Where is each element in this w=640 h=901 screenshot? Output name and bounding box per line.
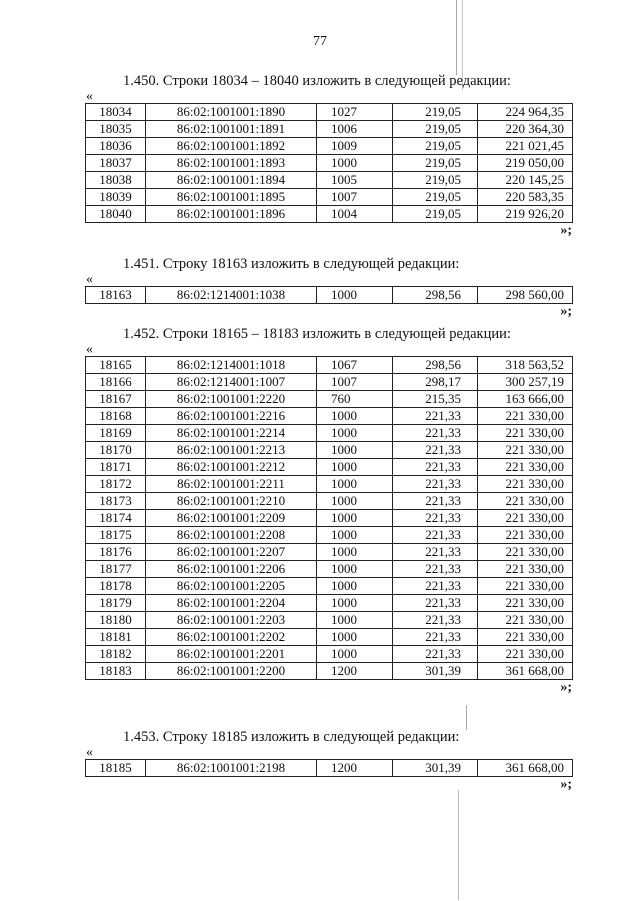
cadastral-number: 86:02:1214001:1007: [146, 374, 317, 391]
cadastral-number: 86:02:1001001:2207: [146, 544, 317, 561]
cost-value: 221 330,00: [478, 408, 573, 425]
area-value: 1009: [317, 138, 393, 155]
cadastral-number: 86:02:1001001:1896: [146, 206, 317, 223]
amendment-section: [85, 255, 572, 320]
rate-value: 221,33: [393, 459, 478, 476]
rate-value: 221,33: [393, 510, 478, 527]
table-row: [86, 476, 573, 493]
area-value: 1000: [317, 646, 393, 663]
cadastral-number: 86:02:1001001:2206: [146, 561, 317, 578]
rate-value: 215,35: [393, 391, 478, 408]
table-row: [86, 172, 573, 189]
rate-value: 221,33: [393, 612, 478, 629]
table-row: [86, 189, 573, 206]
cost-value: 300 257,19: [478, 374, 573, 391]
area-value: 1000: [317, 561, 393, 578]
cadastral-number: 86:02:1001001:2214: [146, 425, 317, 442]
row-number: 18035: [86, 121, 146, 138]
rate-value: 298,56: [393, 357, 478, 374]
cost-value: 221 021,45: [478, 138, 573, 155]
cadastral-number: 86:02:1001001:2211: [146, 476, 317, 493]
row-number: 18036: [86, 138, 146, 155]
table-row: [86, 493, 573, 510]
cost-value: 219 926,20: [478, 206, 573, 223]
cost-value: 221 330,00: [478, 629, 573, 646]
row-number: 18167: [86, 391, 146, 408]
cadastral-number: 86:02:1001001:1893: [146, 155, 317, 172]
amendment-table: [85, 103, 573, 223]
rate-value: 221,33: [393, 442, 478, 459]
section-heading: 1.450. Строки 18034 – 18040 изложить в следующей редакции:: [123, 73, 511, 89]
cost-value: 224 964,35: [478, 104, 573, 121]
closing-quote: »;: [560, 223, 572, 238]
rate-value: 221,33: [393, 425, 478, 442]
closing-quote: »;: [560, 304, 572, 319]
rate-value: 221,33: [393, 561, 478, 578]
cadastral-number: 86:02:1001001:2203: [146, 612, 317, 629]
cadastral-number: 86:02:1001001:2209: [146, 510, 317, 527]
cadastral-number: 86:02:1001001:2204: [146, 595, 317, 612]
table-row: [86, 206, 573, 223]
table-row: [86, 287, 573, 304]
row-number: 18183: [86, 663, 146, 680]
opening-quote: «: [86, 342, 93, 357]
table-row: [86, 510, 573, 527]
cadastral-number: 86:02:1001001:1890: [146, 104, 317, 121]
cost-value: 221 330,00: [478, 646, 573, 663]
table-row: [86, 391, 573, 408]
cost-value: 221 330,00: [478, 544, 573, 561]
rate-value: 301,39: [393, 663, 478, 680]
cost-value: 220 364,30: [478, 121, 573, 138]
area-value: 1000: [317, 442, 393, 459]
table-row: [86, 578, 573, 595]
area-value: 1000: [317, 510, 393, 527]
area-value: 1027: [317, 104, 393, 121]
row-number: 18168: [86, 408, 146, 425]
rate-value: 221,33: [393, 476, 478, 493]
cadastral-number: 86:02:1001001:2201: [146, 646, 317, 663]
area-value: 1000: [317, 629, 393, 646]
area-value: 760: [317, 391, 393, 408]
row-number: 18173: [86, 493, 146, 510]
table-row: [86, 442, 573, 459]
area-value: 1000: [317, 493, 393, 510]
rate-value: 221,33: [393, 578, 478, 595]
table-row: [86, 138, 573, 155]
area-value: 1000: [317, 612, 393, 629]
cost-value: 221 330,00: [478, 595, 573, 612]
scan-artifact-line: [456, 0, 457, 75]
row-number: 18177: [86, 561, 146, 578]
row-number: 18171: [86, 459, 146, 476]
cost-value: 220 583,35: [478, 189, 573, 206]
cost-value: 220 145,25: [478, 172, 573, 189]
cost-value: 221 330,00: [478, 476, 573, 493]
area-value: 1000: [317, 544, 393, 561]
amendment-section: [85, 728, 572, 793]
rate-value: 219,05: [393, 104, 478, 121]
area-value: 1000: [317, 527, 393, 544]
area-value: 1200: [317, 663, 393, 680]
area-value: 1004: [317, 206, 393, 223]
area-value: 1200: [317, 760, 393, 777]
area-value: 1006: [317, 121, 393, 138]
row-number: 18037: [86, 155, 146, 172]
row-number: 18185: [86, 760, 146, 777]
scan-artifact-line: [466, 705, 467, 730]
rate-value: 219,05: [393, 155, 478, 172]
rate-value: 219,05: [393, 189, 478, 206]
row-number: 18180: [86, 612, 146, 629]
rate-value: 219,05: [393, 138, 478, 155]
cost-value: 221 330,00: [478, 578, 573, 595]
rate-value: 221,33: [393, 544, 478, 561]
row-number: 18166: [86, 374, 146, 391]
cost-value: 221 330,00: [478, 425, 573, 442]
table-row: [86, 629, 573, 646]
cadastral-number: 86:02:1001001:2208: [146, 527, 317, 544]
amendment-table: [85, 759, 573, 777]
rate-value: 219,05: [393, 121, 478, 138]
row-number: 18039: [86, 189, 146, 206]
table-row: [86, 425, 573, 442]
row-number: 18175: [86, 527, 146, 544]
area-value: 1000: [317, 425, 393, 442]
row-number: 18182: [86, 646, 146, 663]
rate-value: 301,39: [393, 760, 478, 777]
rate-value: 221,33: [393, 595, 478, 612]
cost-value: 221 330,00: [478, 442, 573, 459]
row-number: 18040: [86, 206, 146, 223]
cost-value: 221 330,00: [478, 612, 573, 629]
table-row: [86, 155, 573, 172]
cadastral-number: 86:02:1214001:1018: [146, 357, 317, 374]
area-value: 1000: [317, 155, 393, 172]
table-row: [86, 612, 573, 629]
cadastral-number: 86:02:1001001:1895: [146, 189, 317, 206]
amendment-section: [85, 325, 572, 696]
row-number: 18181: [86, 629, 146, 646]
cadastral-number: 86:02:1001001:2213: [146, 442, 317, 459]
cost-value: 221 330,00: [478, 561, 573, 578]
rate-value: 221,33: [393, 408, 478, 425]
cadastral-number: 86:02:1001001:2212: [146, 459, 317, 476]
cost-value: 298 560,00: [478, 287, 573, 304]
row-number: 18172: [86, 476, 146, 493]
section-heading: 1.451. Строку 18163 изложить в следующей редакции:: [123, 256, 460, 272]
table-row: [86, 121, 573, 138]
table-row: [86, 459, 573, 476]
amendment-table: [85, 356, 573, 680]
cadastral-number: 86:02:1001001:2198: [146, 760, 317, 777]
row-number: 18163: [86, 287, 146, 304]
cost-value: 219 050,00: [478, 155, 573, 172]
row-number: 18179: [86, 595, 146, 612]
area-value: 1005: [317, 172, 393, 189]
scan-artifact-line: [458, 790, 459, 900]
table-row: [86, 760, 573, 777]
cost-value: 318 563,52: [478, 357, 573, 374]
row-number: 18038: [86, 172, 146, 189]
table-row: [86, 527, 573, 544]
table-row: [86, 595, 573, 612]
table-row: [86, 408, 573, 425]
area-value: 1000: [317, 287, 393, 304]
table-row: [86, 357, 573, 374]
cadastral-number: 86:02:1001001:2216: [146, 408, 317, 425]
opening-quote: «: [86, 745, 93, 760]
rate-value: 221,33: [393, 493, 478, 510]
cadastral-number: 86:02:1214001:1038: [146, 287, 317, 304]
cost-value: 221 330,00: [478, 527, 573, 544]
table-row: [86, 561, 573, 578]
cost-value: 221 330,00: [478, 510, 573, 527]
page-number: 77: [313, 34, 327, 49]
cost-value: 221 330,00: [478, 459, 573, 476]
row-number: 18165: [86, 357, 146, 374]
cost-value: 361 668,00: [478, 760, 573, 777]
table-row: [86, 104, 573, 121]
area-value: 1007: [317, 189, 393, 206]
table-row: [86, 646, 573, 663]
cadastral-number: 86:02:1001001:1892: [146, 138, 317, 155]
row-number: 18169: [86, 425, 146, 442]
cadastral-number: 86:02:1001001:1891: [146, 121, 317, 138]
rate-value: 298,56: [393, 287, 478, 304]
row-number: 18170: [86, 442, 146, 459]
area-value: 1000: [317, 578, 393, 595]
cadastral-number: 86:02:1001001:2210: [146, 493, 317, 510]
amendment-table: [85, 286, 573, 304]
section-heading: 1.453. Строку 18185 изложить в следующей редакции:: [123, 729, 460, 745]
area-value: 1000: [317, 408, 393, 425]
section-heading: 1.452. Строки 18165 – 18183 изложить в следующей редакции:: [123, 326, 511, 342]
rate-value: 298,17: [393, 374, 478, 391]
area-value: 1000: [317, 595, 393, 612]
row-number: 18174: [86, 510, 146, 527]
closing-quote: »;: [560, 777, 572, 792]
amendment-section: [85, 72, 572, 239]
opening-quote: «: [86, 272, 93, 287]
rate-value: 221,33: [393, 646, 478, 663]
row-number: 18034: [86, 104, 146, 121]
cost-value: 361 668,00: [478, 663, 573, 680]
cadastral-number: 86:02:1001001:2200: [146, 663, 317, 680]
table-row: [86, 663, 573, 680]
rate-value: 219,05: [393, 172, 478, 189]
area-value: 1000: [317, 476, 393, 493]
cadastral-number: 86:02:1001001:2205: [146, 578, 317, 595]
cadastral-number: 86:02:1001001:2220: [146, 391, 317, 408]
rate-value: 221,33: [393, 629, 478, 646]
area-value: 1007: [317, 374, 393, 391]
table-row: [86, 544, 573, 561]
table-row: [86, 374, 573, 391]
closing-quote: »;: [560, 680, 572, 695]
row-number: 18178: [86, 578, 146, 595]
cost-value: 163 666,00: [478, 391, 573, 408]
cadastral-number: 86:02:1001001:1894: [146, 172, 317, 189]
area-value: 1000: [317, 459, 393, 476]
rate-value: 221,33: [393, 527, 478, 544]
area-value: 1067: [317, 357, 393, 374]
rate-value: 219,05: [393, 206, 478, 223]
cadastral-number: 86:02:1001001:2202: [146, 629, 317, 646]
opening-quote: «: [86, 89, 93, 104]
cost-value: 221 330,00: [478, 493, 573, 510]
row-number: 18176: [86, 544, 146, 561]
